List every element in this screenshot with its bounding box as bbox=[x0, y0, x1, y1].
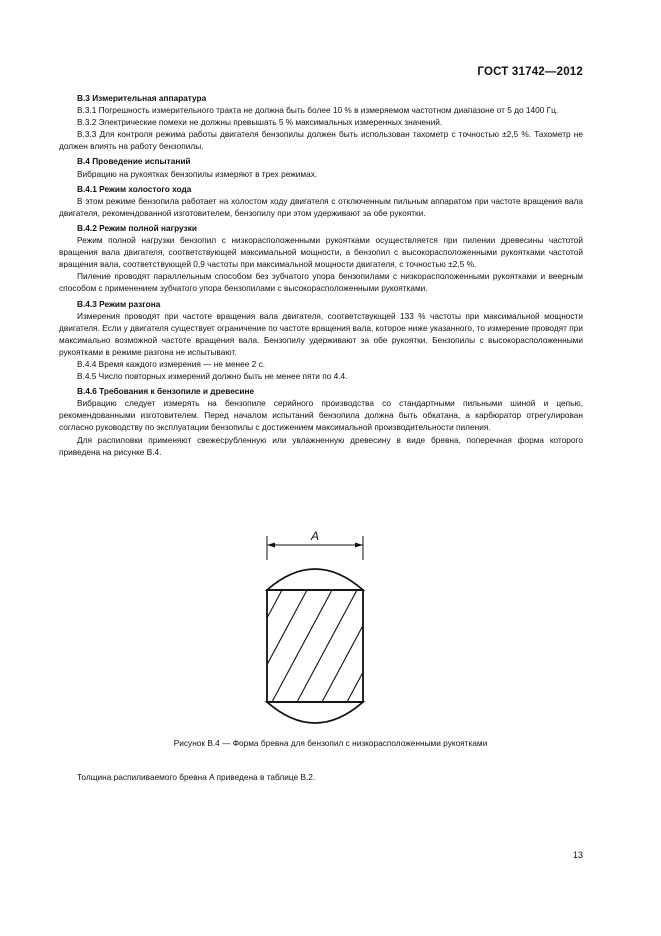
log-top-segment bbox=[267, 569, 363, 590]
log-bottom-segment bbox=[267, 702, 363, 723]
figure-caption: Рисунок B.4 — Форма бревна для бензопил с низкорасположенными рукоятками bbox=[173, 738, 488, 748]
paragraph-b3-3: B.3.3 Для контроля режима работы двигателя бензопилы должен быть использован тахометр с точностью ±2,5 %. Тахометр не должен влиять на работу бензопилы. bbox=[59, 129, 583, 152]
section-heading-b4-6: B.4.6 Требования к бензопиле и древесине bbox=[77, 386, 255, 397]
paragraph-b3-1: B.3.1 Погрешность измерительного тракта не должна быть более 10 % в измеряемом частотном диапазоне от 5 до 1400 Гц. bbox=[77, 105, 559, 116]
section-heading-b4-2: B.4.2 Режим полной нагрузки bbox=[77, 222, 197, 233]
dimension-arrow-left bbox=[267, 543, 275, 548]
page-number: 13 bbox=[572, 850, 583, 860]
section-heading-b4-3: B.4.3 Режим разгона bbox=[77, 298, 161, 309]
paragraph-b4-2-a: Режим полной нагрузки бензопил с низкорасположенными рукоятками осуществляется при пилении древесины частотой вращения вала двигателя, соответствующей максимальной мощности, а бензопил с высокорасположенными рукоятками частотой вращения вала, соответствующей 0,9 частоты при максимальной мощности двигателя, с точностью ±2,5 %. bbox=[59, 235, 583, 270]
section-heading-b4-1: B.4.1 Режим холостого хода bbox=[77, 183, 192, 194]
section-heading-b4: B.4 Проведение испытаний bbox=[77, 156, 191, 167]
paragraph-b4-intro: Вибрацию на рукоятках бензопилы измеряют в трех режимах. bbox=[77, 168, 318, 179]
paragraph-b4-6-b: Для распиловки применяют свежесрубленную или увлажненную древесину в виде бревна, поперечная форма которого приведена на рисунке B.4. bbox=[59, 434, 583, 457]
table-reference-note: Толщина распиливаемого бревна A приведена в таблице B.2. bbox=[77, 772, 316, 782]
document-body bbox=[59, 92, 583, 458]
dimension-arrow-right bbox=[355, 543, 363, 548]
section-heading-b3: B.3 Измерительная аппаратура bbox=[77, 93, 207, 103]
paragraph-b4-5: B.4.5 Число повторных измерений должно быть не менее пяти по 4.4. bbox=[77, 371, 348, 382]
log-cross-section-figure bbox=[252, 528, 382, 728]
paragraph-b4-3: Измерения проводят при частоте вращения вала двигателя, соответствующей 133 % частоты при максимальной мощности двигателя. Если у двигателя существует ограничение по частоте вращения вала, которое ниже указанного, то измерение проводят при максимально возможной частоте вращения вала. Бензопилу удерживают за обе рукоятки. Бензопилы с высокорасположенными рукоятками в режиме разгона не испытывают. bbox=[59, 310, 584, 357]
paragraph-b4-6-a: Вибрацию следует измерять на бензопиле серийного производства со стандартными пильными шиной и цепью, рекомендованными изготовителем. Перед началом испытаний бензопила должна быть обкатана, а карбюратор отрегулирован согласно руководству по эксплуатации бензопилы с достижением максимальной производительности пиления. bbox=[59, 398, 583, 433]
paragraph-b4-2-b: Пиление проводят параллельным способом без зубчатого упора бензопилами с низкорасположенными рукоятками и веерным способом с применением зубчатого упора бензопилами с высокорасположенными рукоятками. bbox=[59, 271, 583, 294]
paragraph-b4-4: B.4.4 Время каждого измерения — не менее 2 с. bbox=[77, 358, 266, 369]
standard-header: ГОСТ 31742—2012 bbox=[477, 66, 583, 78]
dimension-label: A bbox=[310, 529, 320, 543]
paragraph-b3-2: B.3.2 Электрические помехи не должны превышать 5 % максимальных измеренных значений. bbox=[77, 117, 443, 128]
paragraph-b4-1: В этом режиме бензопила работает на холостом ходу двигателя с отключенным пильным аппаратом при частоте вращения вала двигателя, рекомендованной изготовителем, бензопилу при этом удерживают за обе рукоятки. bbox=[59, 195, 583, 218]
